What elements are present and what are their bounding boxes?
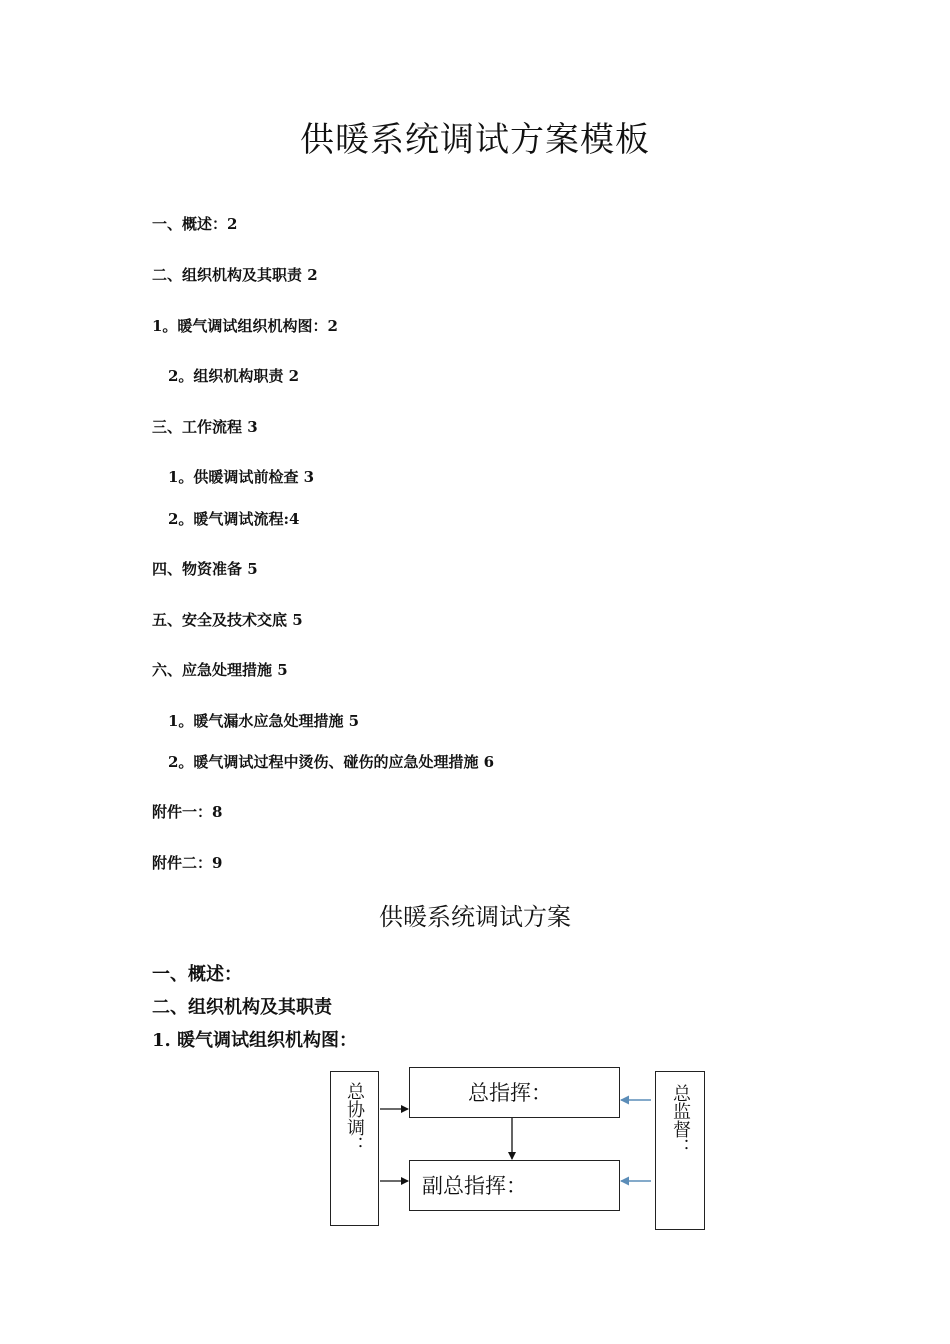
toc-item[interactable]: 2。组织机构职责 2 — [168, 367, 300, 385]
section-title: 供暖系统调试方案 — [379, 903, 571, 931]
toc-item[interactable]: 2。暖气调试流程:4 — [168, 510, 300, 528]
toc-item[interactable]: 四、物资准备 5 — [152, 560, 258, 578]
deputy-commander-label: 副总指挥： — [422, 1174, 527, 1198]
toc-item[interactable]: 二、组织机构及其职责 2 — [152, 266, 318, 284]
toc-item[interactable]: 附件二：9 — [152, 854, 223, 872]
coordinator-label: 总协调： — [344, 1082, 365, 1154]
chief-commander-label: 总指挥： — [468, 1081, 552, 1105]
section-heading: 一、概述： — [152, 964, 242, 985]
section-heading: 二、组织机构及其职责 — [152, 997, 332, 1018]
toc-item[interactable]: 五、安全及技术交底 5 — [152, 611, 303, 629]
supervisor-label: 总监督： — [670, 1084, 691, 1156]
toc-item[interactable]: 六、应急处理措施 5 — [152, 661, 288, 679]
section-heading: 1. 暖气调试组织机构图： — [152, 1030, 358, 1051]
toc-item[interactable]: 1。供暖调试前检查 3 — [168, 468, 315, 486]
toc-item[interactable]: 1。暖气漏水应急处理措施 5 — [168, 712, 360, 730]
toc-item[interactable]: 三、工作流程 3 — [152, 418, 258, 436]
document-title: 供暖系统调试方案模板 — [300, 120, 650, 160]
toc-item[interactable]: 1。暖气调试组织机构图：2 — [152, 317, 338, 335]
toc-item[interactable]: 一、概述：2 — [152, 215, 238, 233]
toc-item[interactable]: 附件一：8 — [152, 803, 223, 821]
toc-item[interactable]: 2。暖气调试过程中烫伤、碰伤的应急处理措施 6 — [168, 753, 495, 771]
